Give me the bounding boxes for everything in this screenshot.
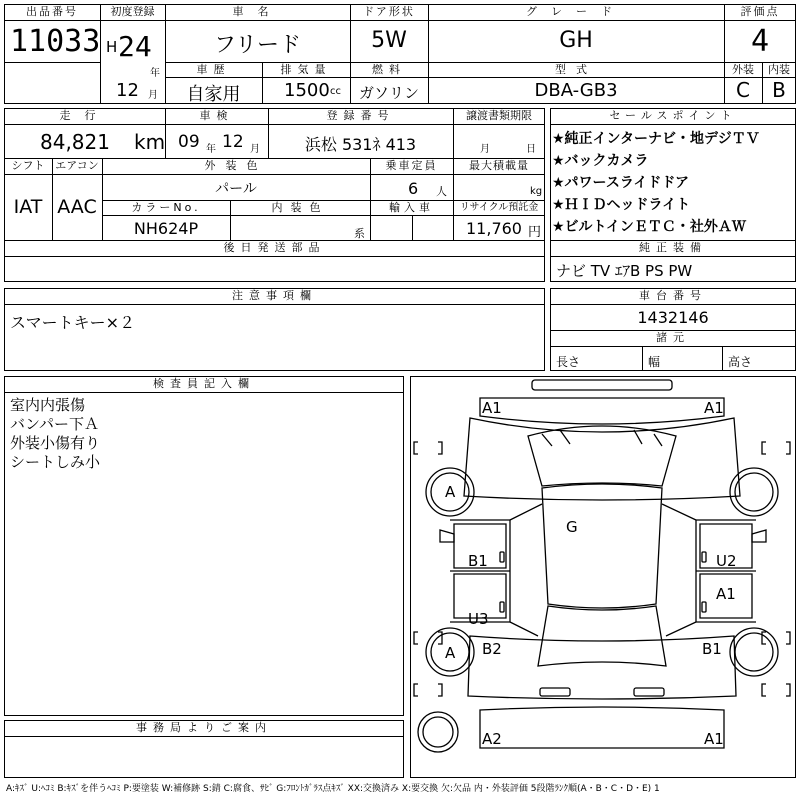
chassis-no-header: 車台番号 [639,289,707,302]
chassis-no: 1432146 [637,308,709,327]
mileage: 84,821 [40,130,110,154]
aircon: AAC [57,196,97,218]
label-right-rear-quarter: B1 [702,640,722,658]
label-front-left: A1 [482,399,502,417]
inspector-line: 室内内張傷 [10,396,86,414]
label-left-front-door: B1 [468,552,488,570]
label-rear-left: A2 [482,730,502,748]
model-code-header: 型式 [555,63,597,76]
shift-header: シフト [11,159,45,172]
lot-no-header: 出品番号 [26,5,78,18]
inspection-month-unit: 月 [250,144,260,155]
reg-no: 浜松 531ﾈ 413 [304,135,417,154]
label-roof: G [566,518,578,536]
fuel: ガソリン [358,84,419,102]
label-left-rear-door: U3 [468,610,489,628]
deadline-month-unit: 月 [480,144,490,155]
displacement-unit: cc [330,86,341,97]
max-load-unit: kg [530,186,543,197]
month-unit: 月 [148,90,158,101]
year-unit: 年 [150,68,160,79]
grade: GH [559,28,593,53]
recycle: 11,760 [466,219,522,238]
later-parts-header: 後日発送部品 [223,241,326,254]
history: 自家用 [186,84,241,105]
width-label: 幅 [648,355,661,369]
inspector-line: バンパー下Ａ [10,415,99,433]
mileage-unit: km [134,130,166,154]
notes-header: 注意事項欄 [232,289,317,302]
transfer-deadline-header: 譲渡書類期限 [466,109,532,122]
interior-header: 内装 [768,63,790,76]
capacity: 6 [408,179,419,198]
height-label: 高さ [728,355,753,369]
inspector-header: 検査員記入欄 [153,377,255,390]
car-damage-diagram [410,376,796,778]
model-name: フリード [213,33,302,58]
model-name-header: 車名 [232,5,283,18]
era: H [106,38,118,56]
exterior-score: C [736,78,750,102]
model-code: DBA-GB3 [534,80,618,101]
dimensions-header: 諸元 [656,331,690,344]
history-header: 車歴 [196,63,231,76]
inspection-header: 車検 [199,109,234,122]
sales-point-item: ★バックカメラ [552,153,649,169]
first-reg-year: 24 [118,30,152,63]
inspector-line: 外装小傷有り [10,434,101,452]
reg-no-header: 登録番号 [326,109,395,122]
capacity-unit: 人 [436,185,447,198]
capacity-header: 乗車定員 [385,159,438,172]
label-rear-right: A1 [704,730,724,748]
color-no: NH624P [133,219,199,238]
recycle-unit: 円 [528,225,542,240]
lot-no: 11033 [10,24,101,59]
inspection-month: 12 [222,132,244,152]
import-header: 輸入車 [389,201,434,214]
exterior-header: 外装 [732,63,754,76]
notes-text: スマートキー×２ [10,313,136,332]
label-left-rear-quarter: B2 [482,640,502,658]
sales-points-list [552,128,796,238]
label-front-right: A1 [704,399,724,417]
displacement: 1500 [284,80,330,101]
shift: IAT [13,196,43,218]
label-right-rear-panel: A1 [716,585,736,603]
label-wheel-rl: A [445,644,456,662]
deadline-day-unit: 日 [526,144,536,155]
recycle-header: リサイクル預託金 [459,202,539,213]
inspection-year-unit: 年 [206,144,216,155]
door-type: 5W [371,28,407,53]
int-color-unit: 系 [354,227,365,240]
first-reg-header: 初度登録 [110,5,155,18]
inspection-year: 09 [178,132,200,152]
grade-header: グレード [526,5,626,18]
score-header: 評価点 [740,5,780,18]
first-reg-month: 12 [116,80,139,101]
sales-points-header: セールスポイント [609,109,737,122]
office-header: 事務局よりご案内 [136,721,272,734]
ext-color-header: 外装色 [204,159,268,172]
int-color-header: 内装色 [271,201,329,214]
sales-point-item: ★純正インターナビ・地デジＴＶ [552,131,760,147]
legend: A:ｷｽﾞ U:ﾍｺﾐ B:ｷｽﾞを伴うﾍｺﾐ P:要塗装 W:補修跡 S:錆 C:腐食、ｻﾋﾞ G:ﾌﾛﾝﾄｶﾞﾗｽ点ｷｽﾞ XX:交換済み X:要交換 欠:欠品 内・外装評価 5段階ﾗﾝｸ順(A・B・C・D・E) 1 [6,784,660,794]
mileage-header: 走行 [59,109,110,122]
aircon-header: エアコン [55,159,99,172]
sales-point-item: ★ＨＩＤヘッドライト [552,197,691,213]
max-load-header: 最大積載量 [469,159,529,172]
door-header: ドア形状 [363,5,415,18]
sales-point-item: ★ビルトインＥＴＣ・社外ＡＷ [552,219,746,235]
standard-equipment-header: 純正装備 [639,241,707,254]
label-right-front-door: U2 [716,552,737,570]
ext-color: パール [215,181,257,197]
standard-equipment: ナビ TV ｴｱB PS PW [556,262,693,280]
color-no-header: カラーNo. [131,201,201,214]
length-label: 長さ [556,355,581,369]
inspector-notes [10,396,100,472]
sales-point-item: ★パワースライドドア [552,175,690,191]
label-wheel-fl: A [445,483,456,501]
score: 4 [750,24,770,59]
inspector-line: シートしみ小 [10,453,101,471]
fuel-header: 燃料 [372,63,406,76]
interior-score: B [772,78,786,102]
displacement-header: 排気量 [280,63,332,76]
